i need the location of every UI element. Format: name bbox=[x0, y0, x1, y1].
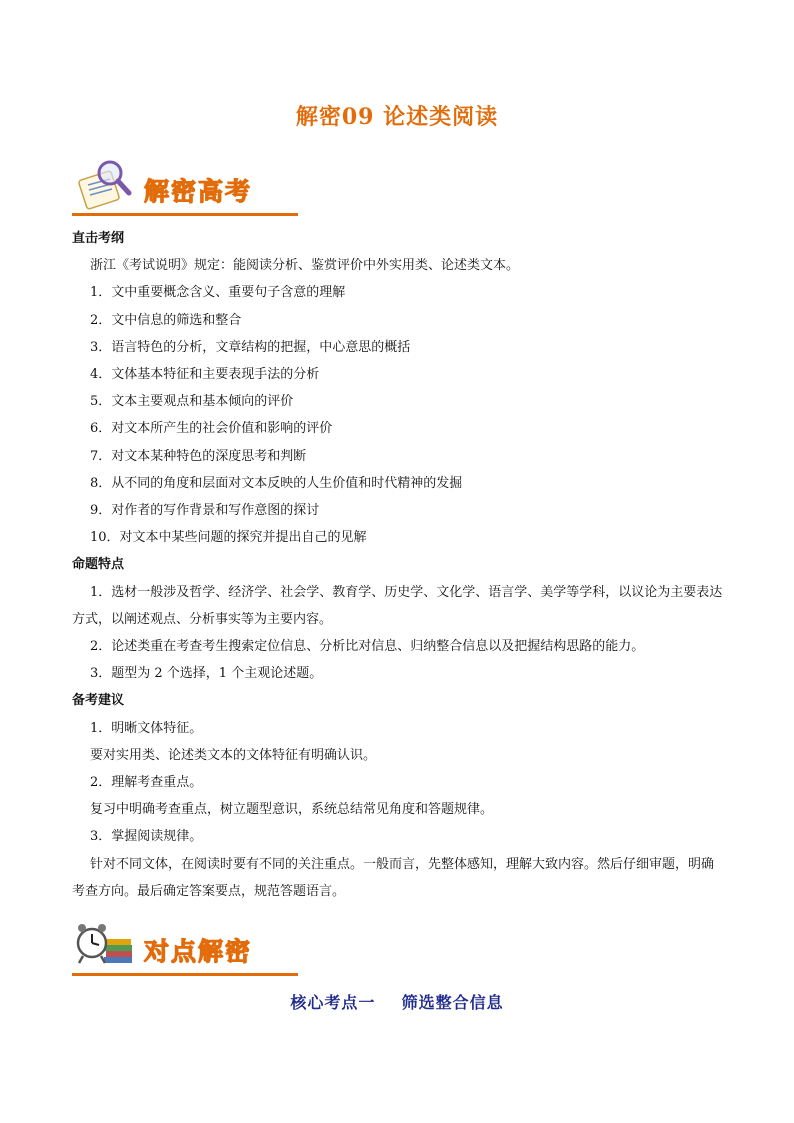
paragraph: 要对实用类、论述类文本的文体特征有明确认识。 bbox=[90, 747, 377, 763]
section-subtitle bbox=[0, 990, 794, 1013]
paragraph: 3．掌握阅读规律。 bbox=[90, 829, 203, 845]
paragraph: 2．理解考查重点。 bbox=[90, 775, 203, 791]
section-heading-jianyi: 备考建议 bbox=[72, 693, 125, 709]
section-heading-kaogang: 直击考纲 bbox=[72, 231, 125, 246]
list-item: 2．文中信息的筛选和整合 bbox=[90, 312, 242, 328]
subtitle-part2: 筛选整合信息 bbox=[401, 993, 504, 1012]
list-item: 6．对文本所产生的社会价值和影响的评价 bbox=[90, 421, 333, 437]
main-content bbox=[72, 225, 724, 905]
section-heading-tedian: 命题特点 bbox=[72, 557, 125, 573]
banner-jiemi-gaokao bbox=[72, 158, 298, 216]
banner-underline bbox=[72, 213, 298, 216]
paragraph: 复习中明确考查重点，树立题型意识，系统总结常见角度和答题规律。 bbox=[90, 802, 494, 818]
paragraph: 1．选材一般涉及哲学、经济学、社会学、教育学、历史学、文化学、语言学、美学等学科，以议论为主要表达方式，以阐述观点、分析事实等为主要内容。 bbox=[72, 584, 723, 627]
list-item: 3．语言特色的分析，文章结构的把握，中心意思的概括 bbox=[90, 339, 411, 355]
paragraph: 2．论述类重在考查考生搜索定位信息、分析比对信息、归纳整合信息以及把握结构思路的能力。 bbox=[90, 639, 645, 655]
list-item: 9．对作者的写作背景和写作意图的探讨 bbox=[90, 503, 320, 519]
subtitle-part1: 核心考点一 bbox=[290, 993, 376, 1012]
list-item: 7．对文本某种特色的深度思考和判断 bbox=[90, 448, 307, 464]
list-item: 4．文体基本特征和主要表现手法的分析 bbox=[90, 367, 320, 383]
banner-label: 对点解密 bbox=[144, 937, 253, 966]
paragraph: 针对不同文体，在阅读时要有不同的关注重点。一般而言，先整体感知，理解大致内容。然后仔细审题，明确考查方向。最后确定答案要点，规范答题语言。 bbox=[72, 856, 715, 899]
list-item: 8．从不同的角度和层面对文本反映的人生价值和时代精神的发掘 bbox=[90, 475, 463, 491]
list-item: 5．文本主要观点和基本倾向的评价 bbox=[90, 394, 294, 410]
list-item: 10．对文本中某些问题的探究并提出自己的见解 bbox=[90, 530, 367, 546]
paragraph: 3．题型为 2 个选择，1 个主观论述题。 bbox=[90, 666, 323, 682]
paragraph: 1．明晰文体特征。 bbox=[90, 720, 203, 736]
paragraph: 浙江《考试说明》规定：能阅读分析、鉴赏评价中外实用类、论述类文本。 bbox=[90, 258, 520, 274]
document-title: 解密09 论述类阅读 bbox=[295, 104, 499, 130]
list-item: 1．文中重要概念含义、重要句子含意的理解 bbox=[90, 285, 346, 301]
banner-underline bbox=[72, 973, 298, 976]
magnifier-notepad-icon bbox=[74, 159, 134, 211]
banner-duidian-jiemi bbox=[72, 918, 298, 976]
banner-label: 解密高考 bbox=[144, 177, 253, 206]
alarm-clock-books-icon bbox=[74, 919, 134, 971]
